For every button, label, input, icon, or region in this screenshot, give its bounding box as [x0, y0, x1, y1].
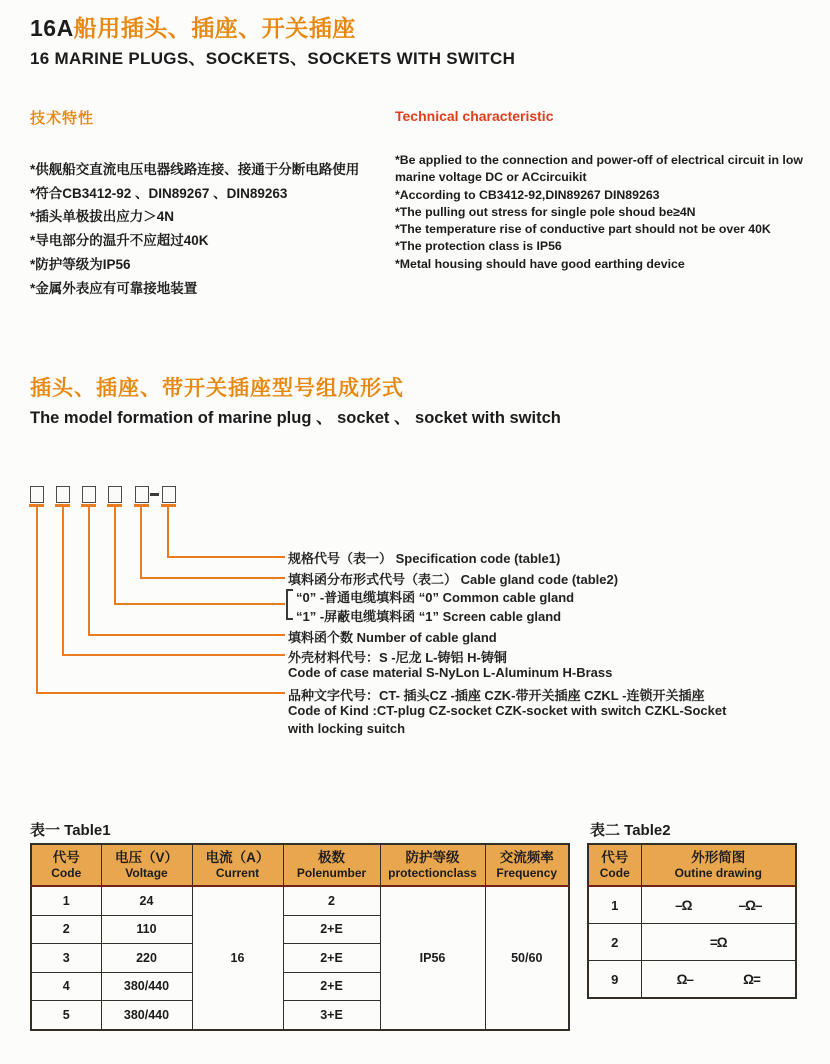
callout-kind-cn: 品种文字代号：CT- 插头CZ -插座 CZK-带开关插座 CZKL -连锁开关插座: [288, 688, 705, 703]
tech-en-line: *Be applied to the connection and power-off of electrical circuit in low: [395, 153, 803, 167]
cell-voltage: 380/440: [101, 972, 192, 1001]
callout-kind-en: Code of Kind :CT-plug CZ-socket CZK-socket with switch CZKL-Socket: [288, 703, 727, 718]
callout-material-en: Code of case material S-NyLon L-Aluminum H-Brass: [288, 665, 613, 680]
cell-code: 4: [31, 972, 101, 1001]
table1-header-voltage: [101, 844, 192, 886]
gland-drawing-icon: –Ω: [675, 897, 692, 913]
cell-code: 2: [588, 924, 641, 961]
cell-protection-merged: IP56: [380, 886, 485, 1030]
table1-header-pole: [283, 844, 380, 886]
callout-spec: 规格代号（表一） Specification code (table1): [288, 551, 561, 566]
cell-current-merged: 16: [192, 886, 283, 1030]
code-box-1: [30, 486, 44, 503]
table1-header-protection: [380, 844, 485, 886]
cell-frequency-merged: 50/60: [485, 886, 569, 1030]
title-prefix: 16A: [30, 15, 74, 41]
cell-pole: 3+E: [283, 1001, 380, 1030]
cell-drawing: [641, 924, 796, 961]
cell-drawing: [641, 961, 796, 999]
model-heading-cn: 插头、插座、带开关插座型号组成形式: [30, 377, 404, 400]
table1-header-current: [192, 844, 283, 886]
gland-drawing-icon: Ω–: [676, 971, 693, 987]
connector-kind: [36, 507, 285, 694]
cell-code: 9: [588, 961, 641, 999]
cell-voltage: 220: [101, 944, 192, 973]
gland-drawing-icon: Ω=: [743, 971, 760, 987]
header-label-en: Code: [51, 866, 82, 880]
table-row: [588, 886, 796, 924]
cell-code: 2: [31, 915, 101, 944]
table1: [30, 843, 570, 1031]
gland-drawing-icon: =Ω: [709, 934, 727, 950]
tech-section-en: [395, 108, 803, 273]
tech-section-cn: [30, 107, 359, 300]
code-box-2: [56, 486, 70, 503]
cell-drawing: [641, 886, 796, 924]
tech-en-line: *Metal housing should have good earthing device: [395, 256, 685, 271]
model-section-header: [30, 372, 561, 428]
cell-code: 1: [588, 886, 641, 924]
header-label-en: Frequency: [496, 866, 558, 880]
tech-cn-line: *符合CB3412-92 、DIN89267 、DIN89263: [30, 185, 288, 201]
page-title-english: 16 MARINE PLUGS、SOCKETS、SOCKETS WITH SWITCH: [30, 49, 516, 68]
tech-cn-line: *金属外表应有可靠接地装置: [30, 280, 198, 296]
header-label-cn: 交流频率: [499, 850, 554, 865]
tech-en-line: *The pulling out stress for single pole shoud be≥4N: [395, 204, 696, 219]
page-header: [30, 10, 515, 69]
tech-cn-line: *防护等级为IP56: [30, 256, 131, 272]
cell-voltage: 110: [101, 915, 192, 944]
title-chinese: 船用插头、插座、开关插座: [73, 15, 356, 41]
gland-drawing-icon: –Ω–: [738, 897, 762, 913]
tech-cn-line: *导电部分的温升不应超过40K: [30, 233, 209, 249]
table-row: [31, 886, 569, 915]
table2-caption: 表二 Table2: [590, 822, 671, 839]
tech-list-cn: [30, 158, 359, 300]
page-title: [30, 10, 515, 43]
table1-header-frequency: [485, 844, 569, 886]
header-label-cn: 电流（A）: [205, 850, 270, 865]
callout-gland-code: 填料函分布形式代号（表二） Cable gland code (table2): [288, 572, 619, 587]
option-bracket: [286, 589, 293, 620]
header-label-cn: 极数: [318, 850, 345, 865]
table2-header-row: [588, 844, 796, 886]
tech-cn-line: *插头单极拔出应力＞4N: [30, 209, 175, 225]
tech-en-line: *The temperature rise of conductive part should not be over 40K: [395, 222, 771, 237]
header-label-cn: 代号: [52, 850, 80, 865]
tech-en-line: marine voltage DC or ACcircuikit: [395, 170, 587, 185]
callout-material-cn: 外壳材料代号：S -尼龙 L-铸铝 H-铸铜: [288, 650, 507, 665]
code-box-6: [162, 486, 176, 503]
callout-gland-0: “0” -普通电缆填料函 “0” Common cable gland: [296, 590, 575, 605]
header-label-en: Outine drawing: [674, 866, 762, 880]
table-row: [588, 961, 796, 999]
table1-header-row: [31, 844, 569, 886]
tech-en-line: *The protection class is IP56: [395, 239, 562, 254]
header-label-en: Current: [215, 866, 260, 880]
header-label-en: Polenumber: [296, 866, 367, 880]
callout-kind-en2: with locking suitch: [288, 721, 406, 736]
table2-header-code: [588, 844, 641, 886]
callout-gland-count: 填料函个数 Number of cable gland: [288, 630, 497, 645]
table-row: [588, 924, 796, 961]
table1-header-code: [31, 844, 101, 886]
tech-list-en: [395, 152, 803, 273]
header-label-cn: 代号: [601, 850, 629, 865]
cell-pole: 2+E: [283, 915, 380, 944]
tech-en-line: *According to CB3412-92,DIN89267 DIN89263: [395, 187, 660, 202]
cell-voltage: 380/440: [101, 1001, 192, 1030]
header-label-en: Code: [599, 866, 630, 880]
tech-cn-line: *供舰船交直流电压电器线路连接、接通于分断电路使用: [30, 162, 360, 177]
tech-heading-cn: 技术特性: [30, 110, 95, 127]
header-label-cn: 防护等级: [405, 850, 460, 865]
cell-code: 1: [31, 886, 101, 915]
cell-pole: 2+E: [283, 944, 380, 973]
table2: [587, 843, 797, 999]
cell-pole: 2: [283, 886, 380, 915]
code-box-3: [82, 486, 96, 503]
code-box-4: [108, 486, 122, 503]
cell-voltage: 24: [101, 886, 192, 915]
code-box-5: [135, 486, 149, 503]
table1-caption: 表一 Table1: [30, 822, 111, 839]
cell-code: 5: [31, 1001, 101, 1030]
header-label-en: protectionclass: [388, 866, 477, 880]
model-heading-en: The model formation of marine plug 、 socket 、 socket with switch: [30, 409, 561, 427]
table2-header-drawing: [641, 844, 796, 886]
code-dash: [150, 493, 159, 496]
cell-code: 3: [31, 944, 101, 973]
header-label-cn: 电压（V）: [114, 850, 178, 865]
header-label-cn: 外形简图: [691, 850, 746, 865]
tech-heading-en: Technical characteristic: [395, 108, 554, 124]
callout-gland-1: “1” -屏蔽电缆填料函 “1” Screen cable gland: [296, 609, 562, 624]
cell-pole: 2+E: [283, 972, 380, 1001]
header-label-en: Voltage: [125, 866, 168, 880]
